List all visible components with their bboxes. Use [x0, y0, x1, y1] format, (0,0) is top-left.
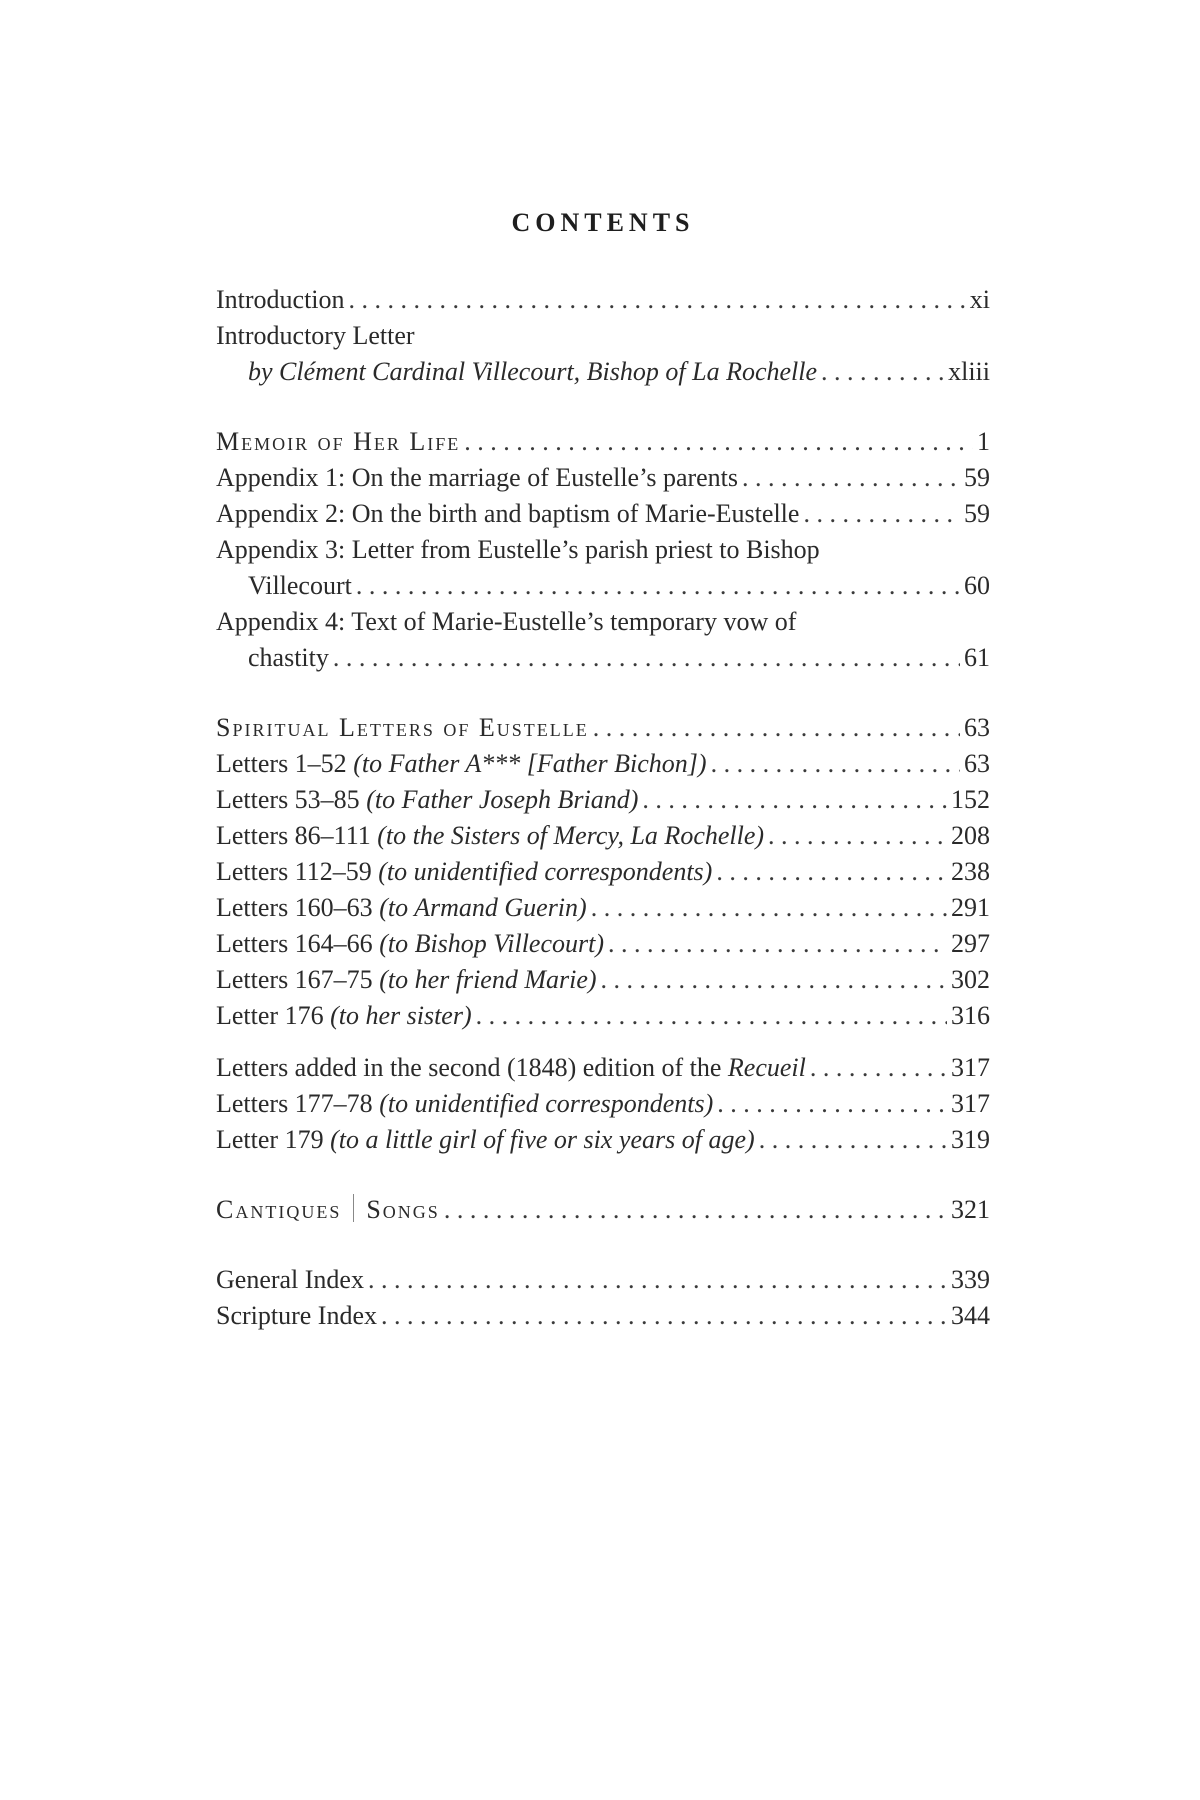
entry-recipient: (to Father A*** [Father Bichon]) [353, 749, 707, 778]
toc-entry-introductory-letter-byline[interactable] [216, 354, 990, 390]
entry-page-number: 316 [951, 1001, 990, 1030]
entry-label: Letter 176 [216, 1001, 331, 1030]
entry-label: Letters 112–59 [216, 857, 379, 886]
toc-entry-appendix-3-cont[interactable] [216, 568, 990, 604]
divider [353, 1194, 354, 1222]
memoir-section [216, 424, 990, 676]
toc-entry-letters-group[interactable] [216, 782, 990, 818]
entry-label-continuation: chastity [248, 643, 329, 672]
dot-leader [333, 640, 960, 676]
dot-leader [349, 282, 966, 318]
entry-page-number: 344 [951, 1301, 990, 1330]
dot-leader [810, 1050, 947, 1086]
toc-entry-cantiques[interactable] [216, 1192, 990, 1228]
entry-page-number: 63 [964, 749, 990, 778]
toc-entry-spiritual-letters[interactable] [216, 710, 990, 746]
entry-label: Introductory Letter [216, 321, 415, 350]
dot-leader [591, 890, 947, 926]
toc-entry-appendix-3[interactable] [216, 532, 990, 568]
dot-leader [608, 926, 947, 962]
toc-entry-memoir[interactable] [216, 424, 990, 460]
entry-page-number: xliii [948, 357, 990, 386]
entry-recipient: (to the Sisters of Mercy, La Rochelle) [377, 821, 765, 850]
toc-entry-letters-group[interactable] [216, 818, 990, 854]
entry-page-number: xi [969, 285, 990, 314]
dot-leader [464, 424, 973, 460]
toc-entry-letters-group[interactable] [216, 962, 990, 998]
toc-entry-second-edition[interactable] [216, 1050, 990, 1086]
front-matter-section [216, 282, 990, 390]
dot-leader [759, 1122, 947, 1158]
toc-entry-appendix-1[interactable] [216, 460, 990, 496]
entry-label: Letters added in the second (1848) edition of the [216, 1053, 728, 1082]
dot-leader [444, 1192, 947, 1228]
section-heading-french: Cantiques [216, 1195, 342, 1224]
entry-label: Scripture Index [216, 1301, 378, 1330]
dot-leader [593, 710, 960, 746]
entry-label: Appendix 4: Text of Marie-Eustelle’s temporary vow of [216, 607, 797, 636]
entry-page-number: 61 [964, 643, 990, 672]
entry-page-number: 319 [951, 1125, 990, 1154]
entry-recipient: (to a little girl of five or six years of age) [330, 1125, 755, 1154]
dot-leader [768, 818, 947, 854]
entry-page-number: 63 [964, 713, 990, 742]
dot-leader [368, 1262, 947, 1298]
dot-leader [803, 496, 960, 532]
dot-leader [717, 1086, 947, 1122]
entry-page-number: 238 [951, 857, 990, 886]
toc-entry-letters-group[interactable] [216, 746, 990, 782]
entry-recipient: (to her sister) [330, 1001, 472, 1030]
toc-entry-scripture-index[interactable] [216, 1298, 990, 1334]
toc-entry-letters-group[interactable] [216, 998, 990, 1034]
dot-leader [742, 460, 960, 496]
entry-label-continuation: Villecourt [248, 571, 352, 600]
entry-recipient: (to unidentified correspondents) [378, 857, 713, 886]
toc-entry-letters-group[interactable] [216, 1122, 990, 1158]
entry-label: Appendix 1: On the marriage of Eustelle’s parents [216, 463, 739, 492]
entry-page-number: 60 [964, 571, 990, 600]
toc-entry-letters-group[interactable] [216, 854, 990, 890]
entry-page-number: 59 [964, 499, 990, 528]
entry-page-number: 302 [951, 965, 990, 994]
entry-label: Letters 1–52 [216, 749, 354, 778]
entry-recipient: (to Father Joseph Briand) [366, 785, 639, 814]
entry-page-number: 291 [951, 893, 990, 922]
dot-leader [716, 854, 947, 890]
entry-page-number: 339 [951, 1265, 990, 1294]
entry-label: Appendix 3: Letter from Eustelle’s parish priest to Bishop [216, 535, 820, 564]
entry-title-italic: Recueil [727, 1053, 806, 1082]
entry-recipient: (to Armand Guerin) [379, 893, 587, 922]
dot-leader [601, 962, 947, 998]
entry-label: General Index [216, 1265, 364, 1294]
entry-recipient: (to her friend Marie) [379, 965, 597, 994]
entry-label: Letter 179 [216, 1125, 331, 1154]
dot-leader [642, 782, 947, 818]
toc-entry-introductory-letter[interactable] [216, 318, 990, 354]
letters-section [216, 710, 990, 1158]
entry-label: Letters 164–66 [216, 929, 380, 958]
entry-page-number: 317 [951, 1053, 990, 1082]
entry-label: Letters 86–111 [216, 821, 378, 850]
toc-entry-appendix-2[interactable] [216, 496, 990, 532]
section-heading: Memoir of Her Life [216, 427, 461, 456]
entry-page-number: 317 [951, 1089, 990, 1118]
dot-leader [356, 568, 960, 604]
dot-leader [476, 998, 947, 1034]
dot-leader [381, 1298, 947, 1334]
entry-page-number: 1 [977, 427, 990, 456]
toc-entry-appendix-4[interactable] [216, 604, 990, 640]
toc-entry-letters-group[interactable] [216, 890, 990, 926]
toc-entry-letters-group[interactable] [216, 1086, 990, 1122]
indexes-section [216, 1262, 990, 1334]
toc-entry-letters-group[interactable] [216, 926, 990, 962]
entry-recipient: (to unidentified correspondents) [379, 1089, 714, 1118]
page-title: CONTENTS [511, 208, 695, 237]
entry-page-number: 321 [951, 1195, 990, 1224]
toc-entry-introduction[interactable] [216, 282, 990, 318]
entry-label: Introduction [216, 285, 345, 314]
entry-label: Letters 160–63 [216, 893, 380, 922]
entry-page-number: 208 [951, 821, 990, 850]
entry-label: Letters 167–75 [216, 965, 380, 994]
entry-label: Appendix 2: On the birth and baptism of Marie-Eustelle [216, 499, 800, 528]
contents-page [216, 208, 990, 1334]
toc-entry-general-index[interactable] [216, 1262, 990, 1298]
entry-recipient: (to Bishop Villecourt) [379, 929, 604, 958]
entry-page-number: 297 [951, 929, 990, 958]
entry-page-number: 59 [964, 463, 990, 492]
entry-label: Letters 53–85 [216, 785, 367, 814]
dot-leader [821, 354, 944, 390]
section-heading: Spiritual Letters of Eustelle [216, 713, 589, 742]
toc-entry-appendix-4-cont[interactable] [216, 640, 990, 676]
dot-leader [711, 746, 960, 782]
section-heading-english: Songs [366, 1195, 440, 1224]
cantiques-section [216, 1192, 990, 1228]
entry-sublabel: by Clément Cardinal Villecourt, Bishop of La Rochelle [248, 357, 818, 386]
entry-page-number: 152 [951, 785, 990, 814]
entry-label: Letters 177–78 [216, 1089, 380, 1118]
